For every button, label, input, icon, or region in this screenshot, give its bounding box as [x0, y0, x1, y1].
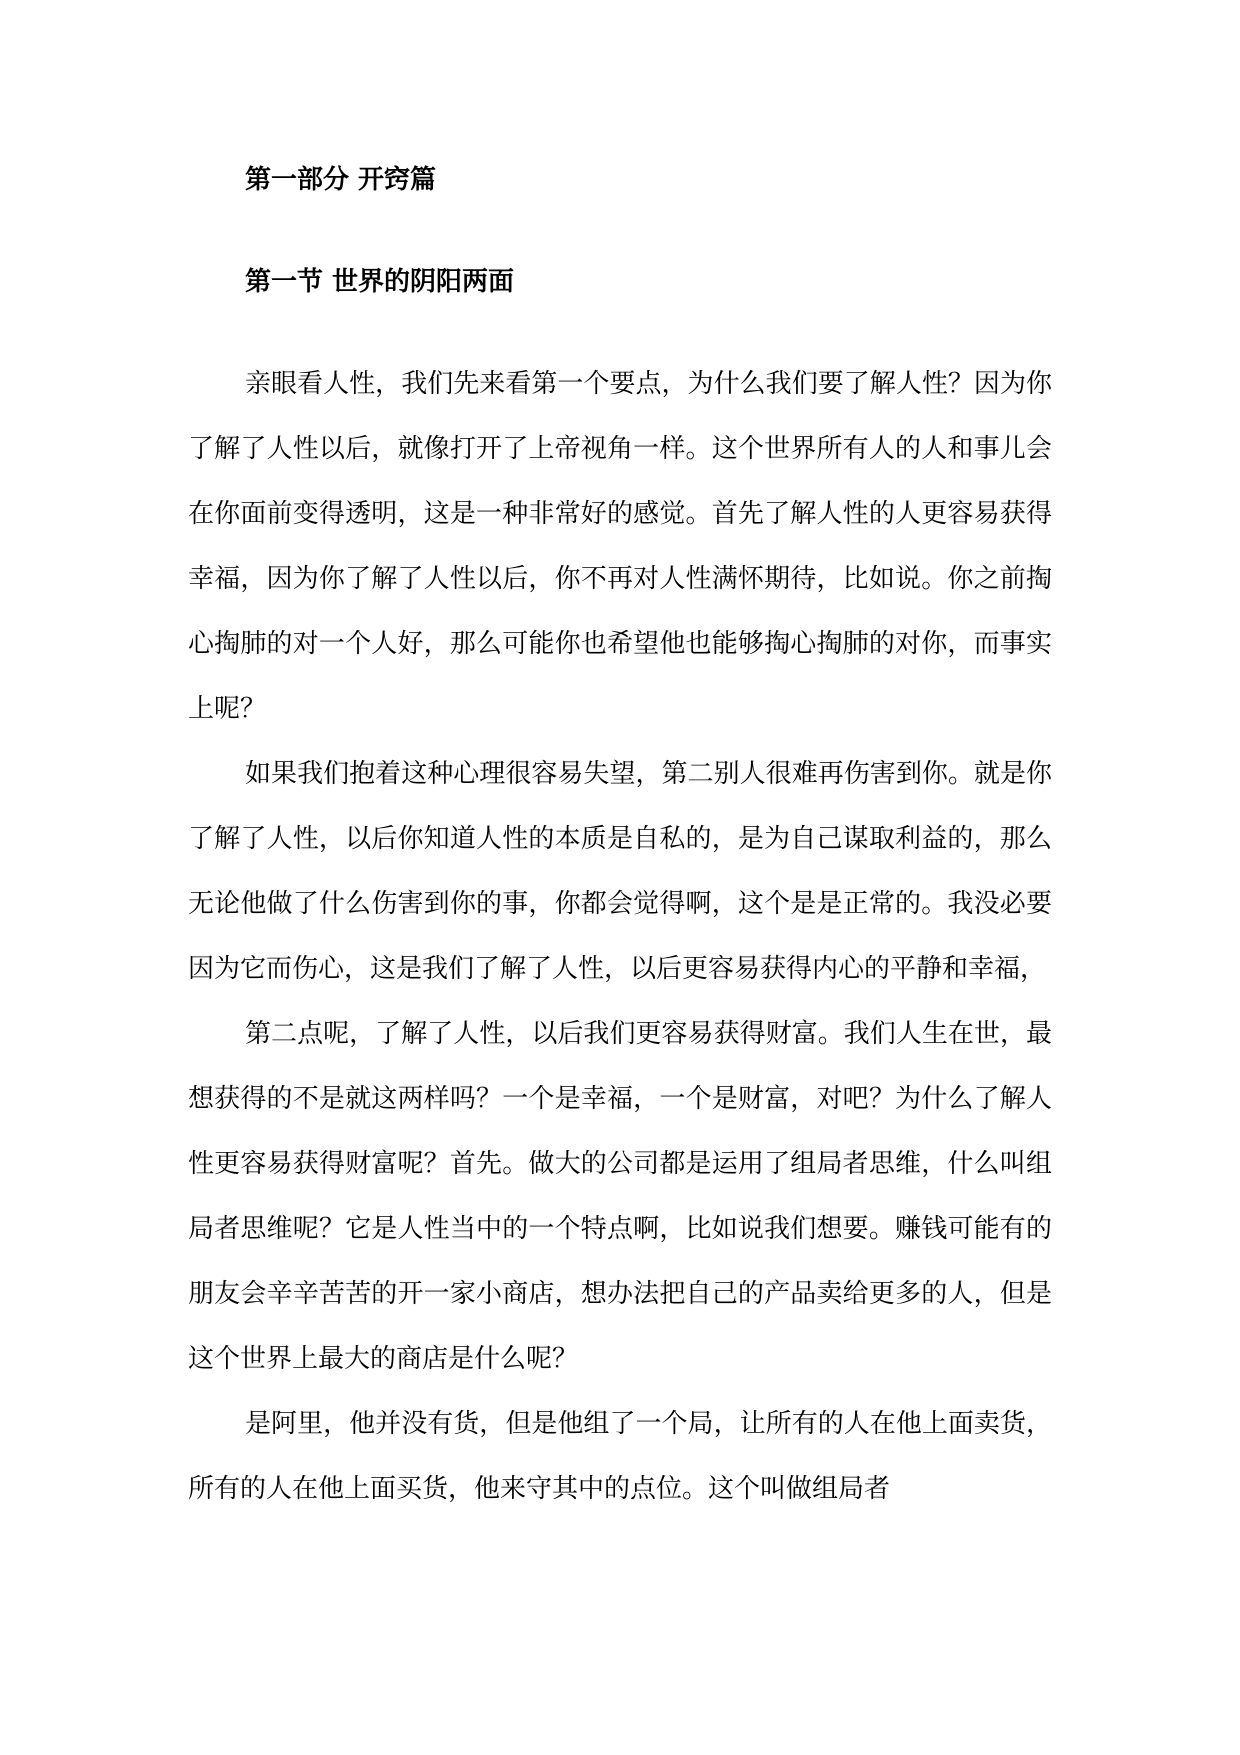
paragraph: 是阿里，他并没有货，但是他组了一个局，让所有的人在他上面卖货，所有的人在他上面买货，他来守其中的点位。这个叫做组局者 [188, 1409, 1052, 1504]
body-text [188, 352, 1052, 1522]
paragraph: 第二点呢，了解了人性，以后我们更容易获得财富。我们人生在世，最想获得的不是就这两样吗？一个是幸福，一个是财富，对吧？为什么了解人性更容易获得财富呢？首先。做大的公司都是运用了组局者思维，什么叫组局者思维呢？它是人性当中的一个特点啊，比如说我们想要。赚钱可能有的朋友会辛辛苦苦的开一家小商店，想办法把自己的产品卖给更多的人，但是这个世界上最大的商店是什么呢？ [188, 1019, 1052, 1374]
part-title: 第一部分 开窍篇 [245, 165, 437, 195]
paragraph: 如果我们抱着这种心理很容易失望，第二别人很难再伤害到你。就是你了解了人性，以后你知道人性的本质是自私的，是为自己谋取利益的，那么无论他做了什么伤害到你的事，你都会觉得啊，这个是是正常的。我没必要因为它而伤心，这是我们了解了人性，以后更容易获得内心的平静和幸福， [188, 759, 1052, 984]
paragraph: 亲眼看人性，我们先来看第一个要点，为什么我们要了解人性？因为你了解了人性以后，就像打开了上帝视角一样。这个世界所有人的人和事儿会在你面前变得透明，这是一种非常好的感觉。首先了解人性的人更容易获得幸福，因为你了解了人性以后，你不再对人性满怀期待，比如说。你之前掏心掏肺的对一个人好，那么可能你也希望他也能够掏心掏肺的对你，而事实上呢？ [188, 369, 1052, 724]
section-title: 第一节 世界的阴阳两面 [245, 267, 515, 297]
